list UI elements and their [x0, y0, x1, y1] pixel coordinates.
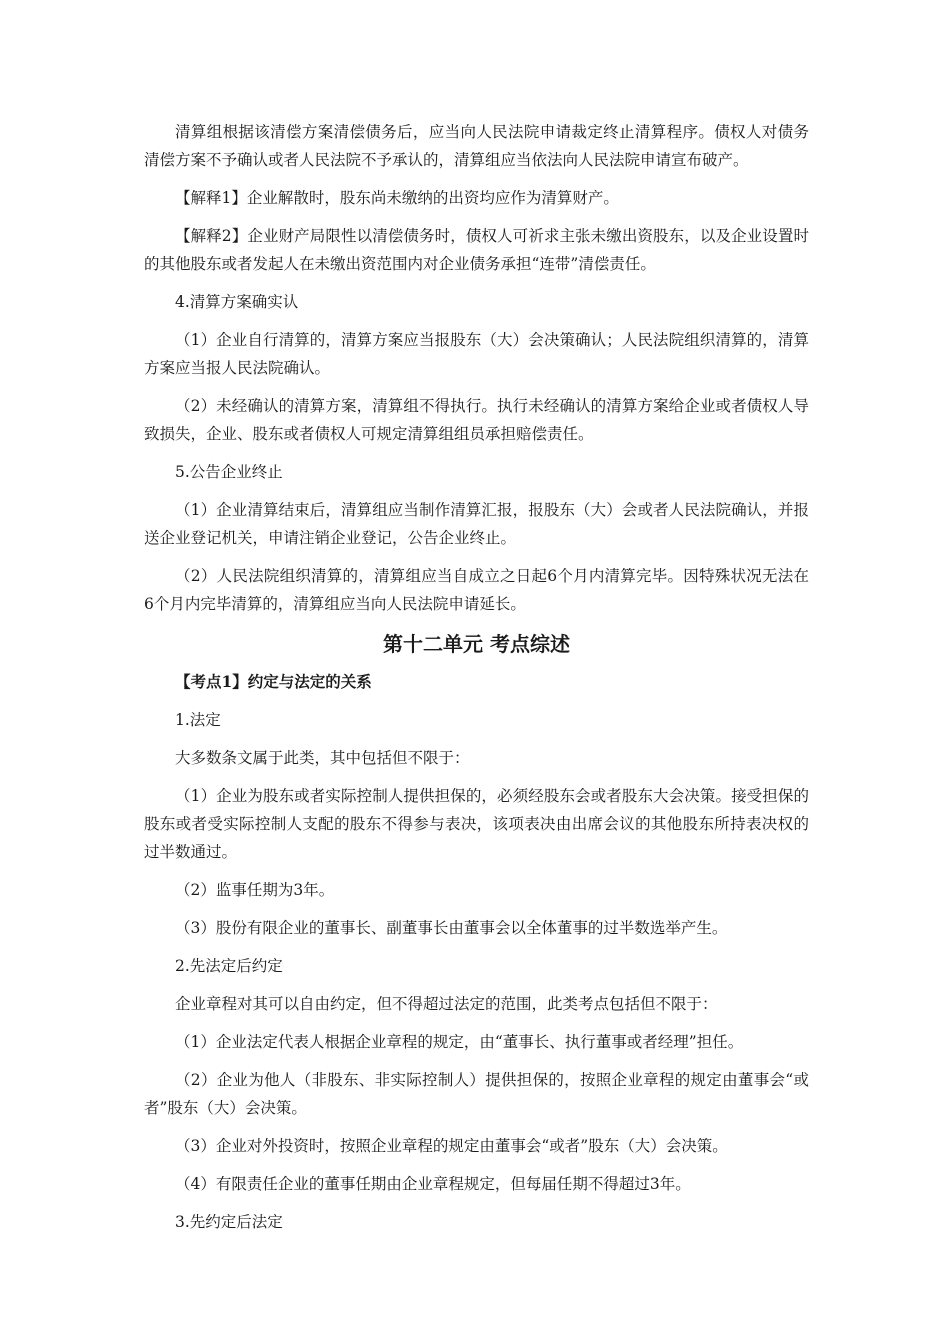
subheading-5: 5.公告企业终止 — [175, 463, 283, 481]
paragraph: （2）企业为他人（非股东、非实际控制人）提供担保的，按照企业章程的规定由董事会“或者”股东（大）会决策。 — [144, 1071, 809, 1117]
paragraph: （1）企业自行清算的，清算方案应当报股东（大）会决策确认；人民法院组织清算的，清算方案应当报人民法院确认。 — [144, 331, 809, 377]
paragraph: 企业章程对其可以自由约定，但不得超过法定的范围，此类考点包括但不限于： — [175, 995, 718, 1013]
subheading-1: 1.法定 — [175, 711, 221, 729]
subheading-3: 3.先约定后法定 — [175, 1213, 283, 1231]
paragraph: （2）监事任期为3年。 — [175, 881, 335, 899]
section-heading: 第十二单元 考点综述 — [383, 632, 570, 656]
paragraph: （3）股份有限企业的董事长、副董事长由董事会以全体董事的过半数选举产生。 — [175, 919, 728, 937]
document-body — [144, 118, 809, 1246]
exam-point-title: 【考点1】约定与法定的关系 — [175, 672, 372, 691]
subheading-4: 4.清算方案确实认 — [175, 293, 299, 311]
paragraph: （2）未经确认的清算方案，清算组不得执行。执行未经确认的清算方案给企业或者债权人导致损失，企业、股东或者债权人可规定清算组组员承担赔偿责任。 — [144, 397, 809, 443]
paragraph: （3）企业对外投资时，按照企业章程的规定由董事会“或者”股东（大）会决策。 — [175, 1137, 728, 1155]
paragraph: 清算组根据该清偿方案清偿债务后，应当向人民法院申请裁定终止清算程序。债权人对债务清偿方案不予确认或者人民法院不予承认的，清算组应当依法向人民法院申请宣布破产。 — [144, 123, 809, 169]
paragraph: （2）人民法院组织清算的，清算组应当自成立之日起6个月内清算完毕。因特殊状况无法在6个月内完毕清算的，清算组应当向人民法院申请延长。 — [144, 567, 809, 613]
subheading-2: 2.先法定后约定 — [175, 957, 283, 975]
paragraph: （1）企业法定代表人根据企业章程的规定，由“董事长、执行董事或者经理”担任。 — [175, 1033, 744, 1051]
paragraph: （1）企业为股东或者实际控制人提供担保的，必须经股东会或者股东大会决策。接受担保的股东或者受实际控制人支配的股东不得参与表决，该项表决由出席会议的其他股东所持表决权的过半数通过。 — [144, 787, 809, 861]
paragraph: （1）企业清算结束后，清算组应当制作清算汇报，报股东（大）会或者人民法院确认，并报送企业登记机关，申请注销企业登记，公告企业终止。 — [144, 501, 809, 547]
paragraph: 大多数条文属于此类，其中包括但不限于： — [175, 749, 470, 767]
explanation-1: 【解释1】企业解散时，股东尚未缴纳的出资均应作为清算财产。 — [175, 189, 619, 207]
paragraph: （4）有限责任企业的董事任期由企业章程规定，但每届任期不得超过3年。 — [175, 1175, 691, 1193]
explanation-2: 【解释2】企业财产局限性以清偿债务时，债权人可祈求主张未缴出资股东，以及企业设置时的其他股东或者发起人在未缴出资范围内对企业债务承担“连带”清偿责任。 — [144, 227, 809, 273]
